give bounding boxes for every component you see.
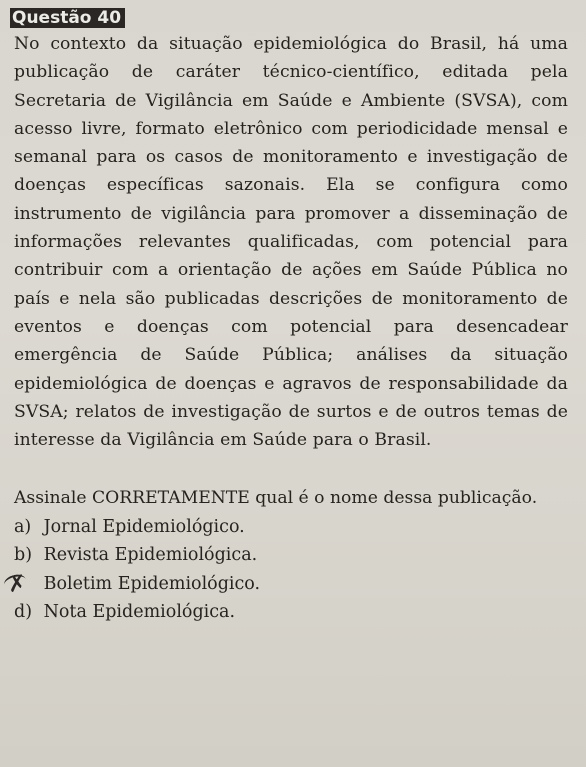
question-title: Questão 40 (10, 8, 125, 28)
option-d[interactable] (14, 598, 568, 627)
option-a[interactable] (14, 513, 568, 542)
option-letter: b) (14, 545, 33, 566)
option-text: Boletim Epidemiológico. (43, 573, 261, 594)
option-text: Revista Epidemiológica. (43, 545, 258, 566)
option-c[interactable] (6, 570, 568, 599)
option-text: Jornal Epidemiológico. (43, 516, 245, 537)
question-body: No contexto da situação epidemiológica do Brasil, há uma publicação de caráter técnico-científico, editada pela Secretaria de Vigilância em Saúde e Ambiente (SVSA), com acesso livre, formato eletrônico com periodicidade mensal e semanal para os casos de monitoramento e investigação de doenças específicas sazonais. Ela se configura como instrumento de vigilância para promover a disseminação de informações relevantes qualificadas, com potencial para contribuir com a orientação de ações em Saúde Pública no país e nela são publicadas descrições de monitoramento de eventos e doenças com potencial para desencadear emergência de Saúde Pública; análises da situação epidemiológica de doenças e agravos de responsabilidade da SVSA; relatos de investigação de surtos e de outros temas de interesse da Vigilância em Saúde para o Brasil. (14, 34, 568, 451)
question-prompt: Assinale CORRETAMENTE qual é o nome dessa publicação. (14, 488, 538, 509)
option-letter: a) (14, 516, 32, 537)
answer-options (6, 513, 568, 627)
option-text: Nota Epidemiológica. (43, 602, 236, 623)
option-letter: d) (14, 602, 33, 623)
option-b[interactable] (14, 541, 568, 570)
handwritten-x-mark-icon: ✗ (6, 570, 28, 599)
